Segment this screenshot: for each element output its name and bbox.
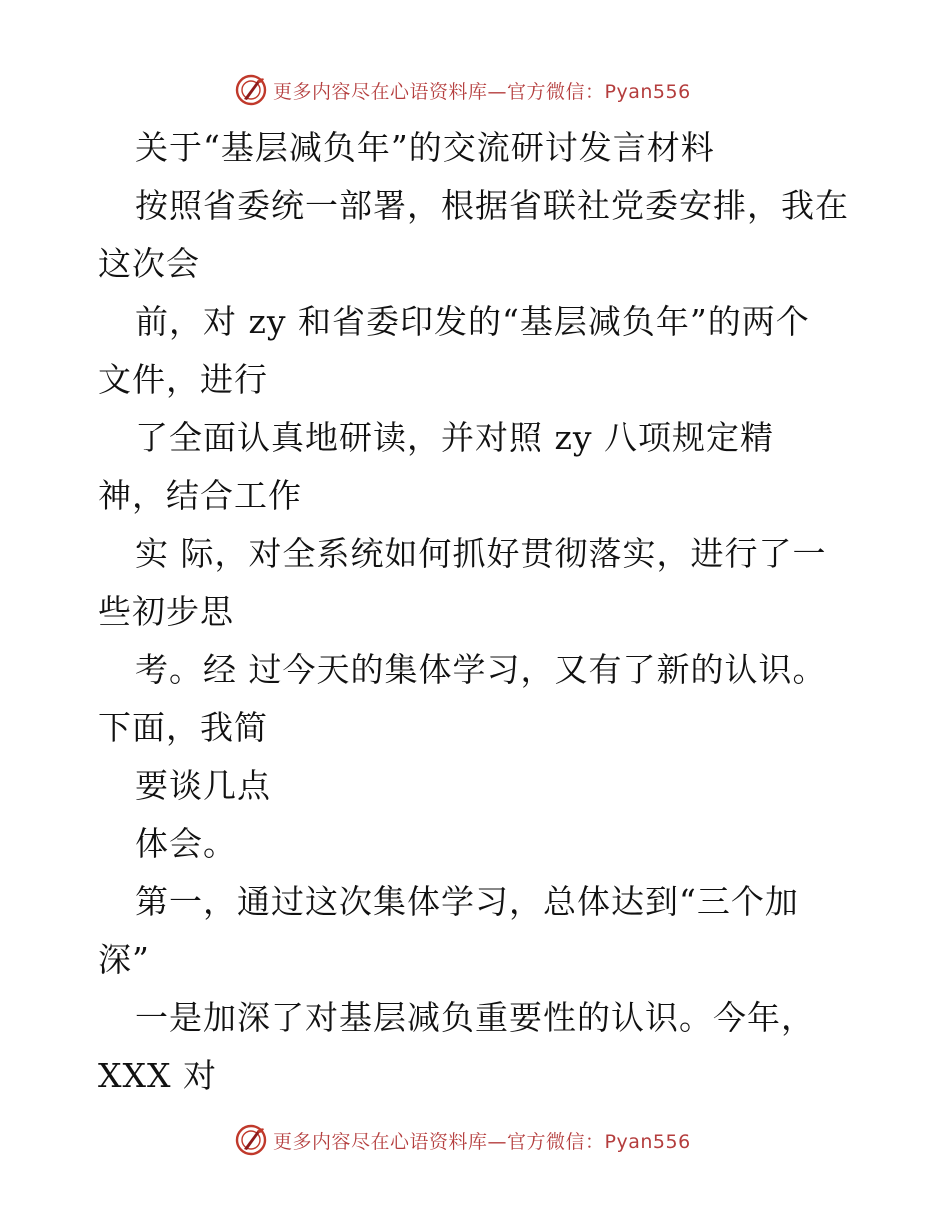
text-line: 体会。: [135, 824, 237, 863]
text-line: 下面，我简: [98, 708, 268, 747]
text-line: 些初步思: [98, 592, 234, 631]
text-line: 神，结合工作: [98, 476, 302, 515]
text-line: 第一，通过这次集体学习，总体达到“三个加: [135, 882, 799, 921]
text-line: 这次会: [98, 244, 200, 283]
text-line: XXX 对: [98, 1056, 217, 1095]
text-line: 了全面认真地研读，并对照 zy 八项规定精: [135, 418, 775, 457]
text-line: 一是加深了对基层减负重要性的认识。今年，: [135, 998, 815, 1037]
watermark-text: 更多内容尽在心语资料库—官方微信：Pyan556: [273, 1130, 691, 1153]
document-title: 关于“基层减负年”的交流研讨发言材料: [135, 128, 715, 167]
footer-watermark: [235, 1123, 691, 1157]
text-line: 深”: [98, 940, 150, 979]
quill-pen-icon: [235, 1124, 267, 1156]
text-line: 按照省委统一部署，根据省联社党委安排，我在: [135, 186, 849, 225]
text-line: 要谈几点: [135, 766, 271, 805]
watermark-text: 更多内容尽在心语资料库—官方微信：Pyan556: [273, 80, 691, 103]
text-line: 文件，进行: [98, 360, 268, 399]
text-line: 考。经 过今天的集体学习，又有了新的认识。: [135, 650, 827, 689]
text-line: 实 际，对全系统如何抓好贯彻落实，进行了一: [135, 534, 827, 573]
text-line: 前，对 zy 和省委印发的“基层减负年”的两个: [135, 302, 810, 341]
